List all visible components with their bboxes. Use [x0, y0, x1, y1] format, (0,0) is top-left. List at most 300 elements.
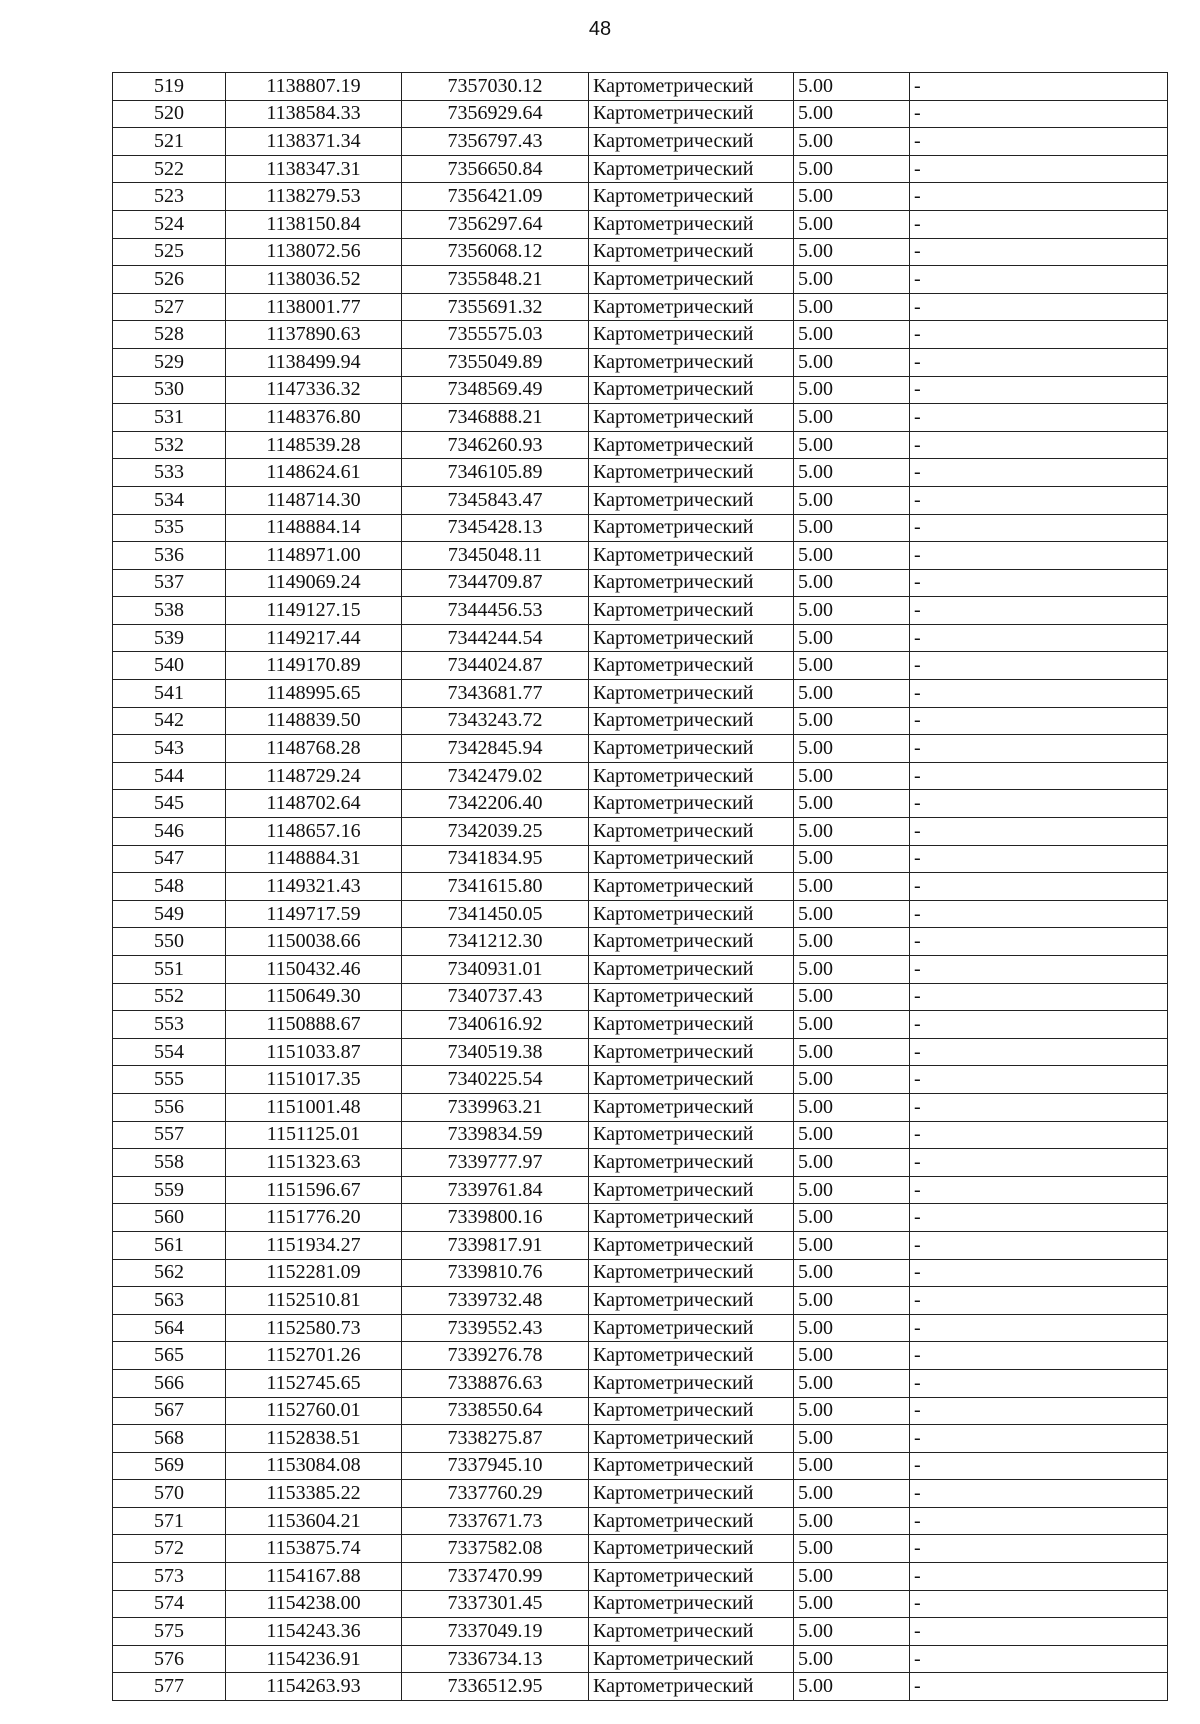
accuracy-cell: 5.00	[794, 1452, 910, 1480]
x-coordinate-cell: 1149069.24	[226, 569, 402, 597]
table-row	[113, 956, 1168, 984]
point-number-cell: 527	[113, 293, 226, 321]
accuracy-cell: 5.00	[794, 100, 910, 128]
x-coordinate-cell: 1138371.34	[226, 128, 402, 156]
point-number-cell: 558	[113, 1149, 226, 1177]
x-coordinate-cell: 1148729.24	[226, 762, 402, 790]
table-row	[113, 376, 1168, 404]
table-row	[113, 210, 1168, 238]
note-cell: -	[910, 1231, 1168, 1259]
y-coordinate-cell: 7339732.48	[402, 1287, 589, 1315]
x-coordinate-cell: 1138584.33	[226, 100, 402, 128]
note-cell: -	[910, 983, 1168, 1011]
method-cell: Картометрический	[589, 624, 794, 652]
y-coordinate-cell: 7339817.91	[402, 1231, 589, 1259]
method-cell: Картометрический	[589, 1425, 794, 1453]
y-coordinate-cell: 7343243.72	[402, 707, 589, 735]
accuracy-cell: 5.00	[794, 1535, 910, 1563]
accuracy-cell: 5.00	[794, 431, 910, 459]
x-coordinate-cell: 1154167.88	[226, 1563, 402, 1591]
x-coordinate-cell: 1153385.22	[226, 1480, 402, 1508]
note-cell: -	[910, 680, 1168, 708]
accuracy-cell: 5.00	[794, 1314, 910, 1342]
table-row	[113, 900, 1168, 928]
x-coordinate-cell: 1152281.09	[226, 1259, 402, 1287]
point-number-cell: 563	[113, 1287, 226, 1315]
x-coordinate-cell: 1149127.15	[226, 597, 402, 625]
x-coordinate-cell: 1138036.52	[226, 266, 402, 294]
note-cell: -	[910, 266, 1168, 294]
y-coordinate-cell: 7357030.12	[402, 73, 589, 101]
x-coordinate-cell: 1149217.44	[226, 624, 402, 652]
table-row	[113, 431, 1168, 459]
note-cell: -	[910, 1066, 1168, 1094]
table-row	[113, 514, 1168, 542]
x-coordinate-cell: 1148768.28	[226, 735, 402, 763]
method-cell: Картометрический	[589, 1204, 794, 1232]
method-cell: Картометрический	[589, 569, 794, 597]
note-cell: -	[910, 404, 1168, 432]
y-coordinate-cell: 7339810.76	[402, 1259, 589, 1287]
table-row	[113, 183, 1168, 211]
y-coordinate-cell: 7339552.43	[402, 1314, 589, 1342]
point-number-cell: 542	[113, 707, 226, 735]
x-coordinate-cell: 1138279.53	[226, 183, 402, 211]
note-cell: -	[910, 459, 1168, 487]
x-coordinate-cell: 1148884.31	[226, 845, 402, 873]
x-coordinate-cell: 1150649.30	[226, 983, 402, 1011]
point-number-cell: 567	[113, 1397, 226, 1425]
y-coordinate-cell: 7337049.19	[402, 1618, 589, 1646]
point-number-cell: 553	[113, 1011, 226, 1039]
y-coordinate-cell: 7342039.25	[402, 818, 589, 846]
y-coordinate-cell: 7341212.30	[402, 928, 589, 956]
accuracy-cell: 5.00	[794, 707, 910, 735]
accuracy-cell: 5.00	[794, 762, 910, 790]
note-cell: -	[910, 873, 1168, 901]
method-cell: Картометрический	[589, 652, 794, 680]
accuracy-cell: 5.00	[794, 983, 910, 1011]
y-coordinate-cell: 7340737.43	[402, 983, 589, 1011]
x-coordinate-cell: 1148714.30	[226, 486, 402, 514]
y-coordinate-cell: 7341450.05	[402, 900, 589, 928]
method-cell: Картометрический	[589, 514, 794, 542]
method-cell: Картометрический	[589, 1507, 794, 1535]
table-row	[113, 1038, 1168, 1066]
point-number-cell: 554	[113, 1038, 226, 1066]
table-row	[113, 873, 1168, 901]
accuracy-cell: 5.00	[794, 900, 910, 928]
point-number-cell: 559	[113, 1176, 226, 1204]
table-row	[113, 1480, 1168, 1508]
note-cell: -	[910, 707, 1168, 735]
y-coordinate-cell: 7339777.97	[402, 1149, 589, 1177]
point-number-cell: 551	[113, 956, 226, 984]
method-cell: Картометрический	[589, 459, 794, 487]
point-number-cell: 568	[113, 1425, 226, 1453]
method-cell: Картометрический	[589, 707, 794, 735]
y-coordinate-cell: 7340519.38	[402, 1038, 589, 1066]
point-number-cell: 543	[113, 735, 226, 763]
note-cell: -	[910, 128, 1168, 156]
x-coordinate-cell: 1154243.36	[226, 1618, 402, 1646]
point-number-cell: 561	[113, 1231, 226, 1259]
point-number-cell: 521	[113, 128, 226, 156]
table-row	[113, 100, 1168, 128]
point-number-cell: 556	[113, 1093, 226, 1121]
accuracy-cell: 5.00	[794, 73, 910, 101]
point-number-cell: 522	[113, 155, 226, 183]
method-cell: Картометрический	[589, 1093, 794, 1121]
y-coordinate-cell: 7337582.08	[402, 1535, 589, 1563]
coordinates-table	[112, 72, 1168, 1701]
method-cell: Картометрический	[589, 1231, 794, 1259]
page-number: 48	[588, 18, 612, 40]
note-cell: -	[910, 1425, 1168, 1453]
note-cell: -	[910, 1480, 1168, 1508]
x-coordinate-cell: 1152760.01	[226, 1397, 402, 1425]
accuracy-cell: 5.00	[794, 293, 910, 321]
table-row	[113, 1618, 1168, 1646]
method-cell: Картометрический	[589, 1121, 794, 1149]
point-number-cell: 574	[113, 1590, 226, 1618]
point-number-cell: 562	[113, 1259, 226, 1287]
method-cell: Картометрический	[589, 1259, 794, 1287]
point-number-cell: 560	[113, 1204, 226, 1232]
table-row	[113, 73, 1168, 101]
table-row	[113, 1535, 1168, 1563]
note-cell: -	[910, 431, 1168, 459]
accuracy-cell: 5.00	[794, 845, 910, 873]
y-coordinate-cell: 7342845.94	[402, 735, 589, 763]
y-coordinate-cell: 7356797.43	[402, 128, 589, 156]
y-coordinate-cell: 7345428.13	[402, 514, 589, 542]
table-row	[113, 1287, 1168, 1315]
y-coordinate-cell: 7344024.87	[402, 652, 589, 680]
point-number-cell: 550	[113, 928, 226, 956]
note-cell: -	[910, 624, 1168, 652]
note-cell: -	[910, 210, 1168, 238]
point-number-cell: 528	[113, 321, 226, 349]
note-cell: -	[910, 569, 1168, 597]
table-row	[113, 348, 1168, 376]
table-row	[113, 1149, 1168, 1177]
x-coordinate-cell: 1148884.14	[226, 514, 402, 542]
point-number-cell: 524	[113, 210, 226, 238]
point-number-cell: 525	[113, 238, 226, 266]
accuracy-cell: 5.00	[794, 1425, 910, 1453]
method-cell: Картометрический	[589, 983, 794, 1011]
method-cell: Картометрический	[589, 956, 794, 984]
method-cell: Картометрический	[589, 900, 794, 928]
y-coordinate-cell: 7345843.47	[402, 486, 589, 514]
note-cell: -	[910, 321, 1168, 349]
accuracy-cell: 5.00	[794, 1204, 910, 1232]
x-coordinate-cell: 1154238.00	[226, 1590, 402, 1618]
method-cell: Картометрический	[589, 1535, 794, 1563]
point-number-cell: 564	[113, 1314, 226, 1342]
method-cell: Картометрический	[589, 1590, 794, 1618]
x-coordinate-cell: 1138072.56	[226, 238, 402, 266]
y-coordinate-cell: 7339834.59	[402, 1121, 589, 1149]
note-cell: -	[910, 73, 1168, 101]
accuracy-cell: 5.00	[794, 210, 910, 238]
y-coordinate-cell: 7355575.03	[402, 321, 589, 349]
table-row	[113, 624, 1168, 652]
x-coordinate-cell: 1154263.93	[226, 1673, 402, 1701]
table-row	[113, 1590, 1168, 1618]
table-row	[113, 735, 1168, 763]
accuracy-cell: 5.00	[794, 790, 910, 818]
table-row	[113, 1011, 1168, 1039]
note-cell: -	[910, 900, 1168, 928]
y-coordinate-cell: 7356929.64	[402, 100, 589, 128]
x-coordinate-cell: 1151934.27	[226, 1231, 402, 1259]
accuracy-cell: 5.00	[794, 183, 910, 211]
table-row	[113, 928, 1168, 956]
table-row	[113, 569, 1168, 597]
point-number-cell: 523	[113, 183, 226, 211]
point-number-cell: 565	[113, 1342, 226, 1370]
accuracy-cell: 5.00	[794, 1259, 910, 1287]
point-number-cell: 549	[113, 900, 226, 928]
x-coordinate-cell: 1151017.35	[226, 1066, 402, 1094]
table-row	[113, 680, 1168, 708]
x-coordinate-cell: 1147336.32	[226, 376, 402, 404]
point-number-cell: 576	[113, 1645, 226, 1673]
x-coordinate-cell: 1148995.65	[226, 680, 402, 708]
x-coordinate-cell: 1151323.63	[226, 1149, 402, 1177]
point-number-cell: 538	[113, 597, 226, 625]
accuracy-cell: 5.00	[794, 1673, 910, 1701]
method-cell: Картометрический	[589, 1287, 794, 1315]
table-row	[113, 1093, 1168, 1121]
point-number-cell: 570	[113, 1480, 226, 1508]
y-coordinate-cell: 7344709.87	[402, 569, 589, 597]
note-cell: -	[910, 1204, 1168, 1232]
accuracy-cell: 5.00	[794, 459, 910, 487]
note-cell: -	[910, 238, 1168, 266]
table-row	[113, 404, 1168, 432]
x-coordinate-cell: 1149321.43	[226, 873, 402, 901]
method-cell: Картометрический	[589, 1645, 794, 1673]
y-coordinate-cell: 7348569.49	[402, 376, 589, 404]
point-number-cell: 520	[113, 100, 226, 128]
y-coordinate-cell: 7355049.89	[402, 348, 589, 376]
method-cell: Картометрический	[589, 266, 794, 294]
method-cell: Картометрический	[589, 210, 794, 238]
accuracy-cell: 5.00	[794, 1066, 910, 1094]
y-coordinate-cell: 7340616.92	[402, 1011, 589, 1039]
accuracy-cell: 5.00	[794, 1507, 910, 1535]
table-row	[113, 1231, 1168, 1259]
x-coordinate-cell: 1152838.51	[226, 1425, 402, 1453]
method-cell: Картометрический	[589, 404, 794, 432]
table-row	[113, 983, 1168, 1011]
method-cell: Картометрический	[589, 762, 794, 790]
table-row	[113, 238, 1168, 266]
note-cell: -	[910, 762, 1168, 790]
method-cell: Картометрический	[589, 1038, 794, 1066]
method-cell: Картометрический	[589, 790, 794, 818]
y-coordinate-cell: 7339800.16	[402, 1204, 589, 1232]
table-row	[113, 293, 1168, 321]
table-row	[113, 845, 1168, 873]
method-cell: Картометрический	[589, 155, 794, 183]
point-number-cell: 577	[113, 1673, 226, 1701]
x-coordinate-cell: 1138347.31	[226, 155, 402, 183]
note-cell: -	[910, 514, 1168, 542]
y-coordinate-cell: 7337470.99	[402, 1563, 589, 1591]
note-cell: -	[910, 1673, 1168, 1701]
note-cell: -	[910, 652, 1168, 680]
note-cell: -	[910, 1093, 1168, 1121]
point-number-cell: 541	[113, 680, 226, 708]
point-number-cell: 519	[113, 73, 226, 101]
table-row	[113, 1204, 1168, 1232]
note-cell: -	[910, 1011, 1168, 1039]
note-cell: -	[910, 1563, 1168, 1591]
accuracy-cell: 5.00	[794, 376, 910, 404]
y-coordinate-cell: 7343681.77	[402, 680, 589, 708]
method-cell: Картометрический	[589, 873, 794, 901]
method-cell: Картометрический	[589, 1563, 794, 1591]
point-number-cell: 571	[113, 1507, 226, 1535]
point-number-cell: 566	[113, 1369, 226, 1397]
note-cell: -	[910, 1149, 1168, 1177]
point-number-cell: 534	[113, 486, 226, 514]
method-cell: Картометрический	[589, 238, 794, 266]
y-coordinate-cell: 7356297.64	[402, 210, 589, 238]
method-cell: Картометрический	[589, 183, 794, 211]
accuracy-cell: 5.00	[794, 569, 910, 597]
point-number-cell: 548	[113, 873, 226, 901]
point-number-cell: 529	[113, 348, 226, 376]
table-row	[113, 1397, 1168, 1425]
point-number-cell: 526	[113, 266, 226, 294]
table-row	[113, 1066, 1168, 1094]
accuracy-cell: 5.00	[794, 266, 910, 294]
y-coordinate-cell: 7338876.63	[402, 1369, 589, 1397]
accuracy-cell: 5.00	[794, 680, 910, 708]
note-cell: -	[910, 1314, 1168, 1342]
y-coordinate-cell: 7355691.32	[402, 293, 589, 321]
x-coordinate-cell: 1148624.61	[226, 459, 402, 487]
y-coordinate-cell: 7337760.29	[402, 1480, 589, 1508]
note-cell: -	[910, 376, 1168, 404]
method-cell: Картометрический	[589, 818, 794, 846]
method-cell: Картометрический	[589, 1314, 794, 1342]
y-coordinate-cell: 7341615.80	[402, 873, 589, 901]
table-row	[113, 818, 1168, 846]
note-cell: -	[910, 1535, 1168, 1563]
accuracy-cell: 5.00	[794, 348, 910, 376]
table-row	[113, 1425, 1168, 1453]
table-row	[113, 486, 1168, 514]
method-cell: Картометрический	[589, 486, 794, 514]
note-cell: -	[910, 155, 1168, 183]
y-coordinate-cell: 7356068.12	[402, 238, 589, 266]
table-row	[113, 1645, 1168, 1673]
table-row	[113, 1563, 1168, 1591]
table-row	[113, 1369, 1168, 1397]
x-coordinate-cell: 1150888.67	[226, 1011, 402, 1039]
note-cell: -	[910, 293, 1168, 321]
table-row	[113, 1121, 1168, 1149]
accuracy-cell: 5.00	[794, 1231, 910, 1259]
x-coordinate-cell: 1149717.59	[226, 900, 402, 928]
accuracy-cell: 5.00	[794, 1287, 910, 1315]
note-cell: -	[910, 1342, 1168, 1370]
y-coordinate-cell: 7355848.21	[402, 266, 589, 294]
note-cell: -	[910, 1590, 1168, 1618]
method-cell: Картометрический	[589, 735, 794, 763]
table-row	[113, 1507, 1168, 1535]
y-coordinate-cell: 7341834.95	[402, 845, 589, 873]
table-row	[113, 321, 1168, 349]
method-cell: Картометрический	[589, 376, 794, 404]
y-coordinate-cell: 7338275.87	[402, 1425, 589, 1453]
x-coordinate-cell: 1148839.50	[226, 707, 402, 735]
method-cell: Картометрический	[589, 1480, 794, 1508]
point-number-cell: 539	[113, 624, 226, 652]
y-coordinate-cell: 7337301.45	[402, 1590, 589, 1618]
y-coordinate-cell: 7345048.11	[402, 542, 589, 570]
x-coordinate-cell: 1148376.80	[226, 404, 402, 432]
note-cell: -	[910, 1618, 1168, 1646]
x-coordinate-cell: 1148657.16	[226, 818, 402, 846]
method-cell: Картометрический	[589, 1342, 794, 1370]
x-coordinate-cell: 1150038.66	[226, 928, 402, 956]
note-cell: -	[910, 348, 1168, 376]
y-coordinate-cell: 7346105.89	[402, 459, 589, 487]
y-coordinate-cell: 7339963.21	[402, 1093, 589, 1121]
accuracy-cell: 5.00	[794, 404, 910, 432]
point-number-cell: 537	[113, 569, 226, 597]
note-cell: -	[910, 486, 1168, 514]
table-row	[113, 542, 1168, 570]
method-cell: Картометрический	[589, 100, 794, 128]
table-row	[113, 1314, 1168, 1342]
x-coordinate-cell: 1138001.77	[226, 293, 402, 321]
note-cell: -	[910, 542, 1168, 570]
y-coordinate-cell: 7337945.10	[402, 1452, 589, 1480]
x-coordinate-cell: 1151596.67	[226, 1176, 402, 1204]
note-cell: -	[910, 1038, 1168, 1066]
accuracy-cell: 5.00	[794, 1480, 910, 1508]
y-coordinate-cell: 7344456.53	[402, 597, 589, 625]
table-row	[113, 707, 1168, 735]
note-cell: -	[910, 1369, 1168, 1397]
note-cell: -	[910, 845, 1168, 873]
table-row	[113, 1342, 1168, 1370]
accuracy-cell: 5.00	[794, 652, 910, 680]
accuracy-cell: 5.00	[794, 1369, 910, 1397]
point-number-cell: 546	[113, 818, 226, 846]
table-row	[113, 1673, 1168, 1701]
accuracy-cell: 5.00	[794, 928, 910, 956]
point-number-cell: 535	[113, 514, 226, 542]
point-number-cell: 540	[113, 652, 226, 680]
accuracy-cell: 5.00	[794, 1176, 910, 1204]
accuracy-cell: 5.00	[794, 1342, 910, 1370]
note-cell: -	[910, 100, 1168, 128]
accuracy-cell: 5.00	[794, 514, 910, 542]
x-coordinate-cell: 1153875.74	[226, 1535, 402, 1563]
point-number-cell: 555	[113, 1066, 226, 1094]
y-coordinate-cell: 7344244.54	[402, 624, 589, 652]
coordinates-table-container	[112, 72, 1168, 1701]
